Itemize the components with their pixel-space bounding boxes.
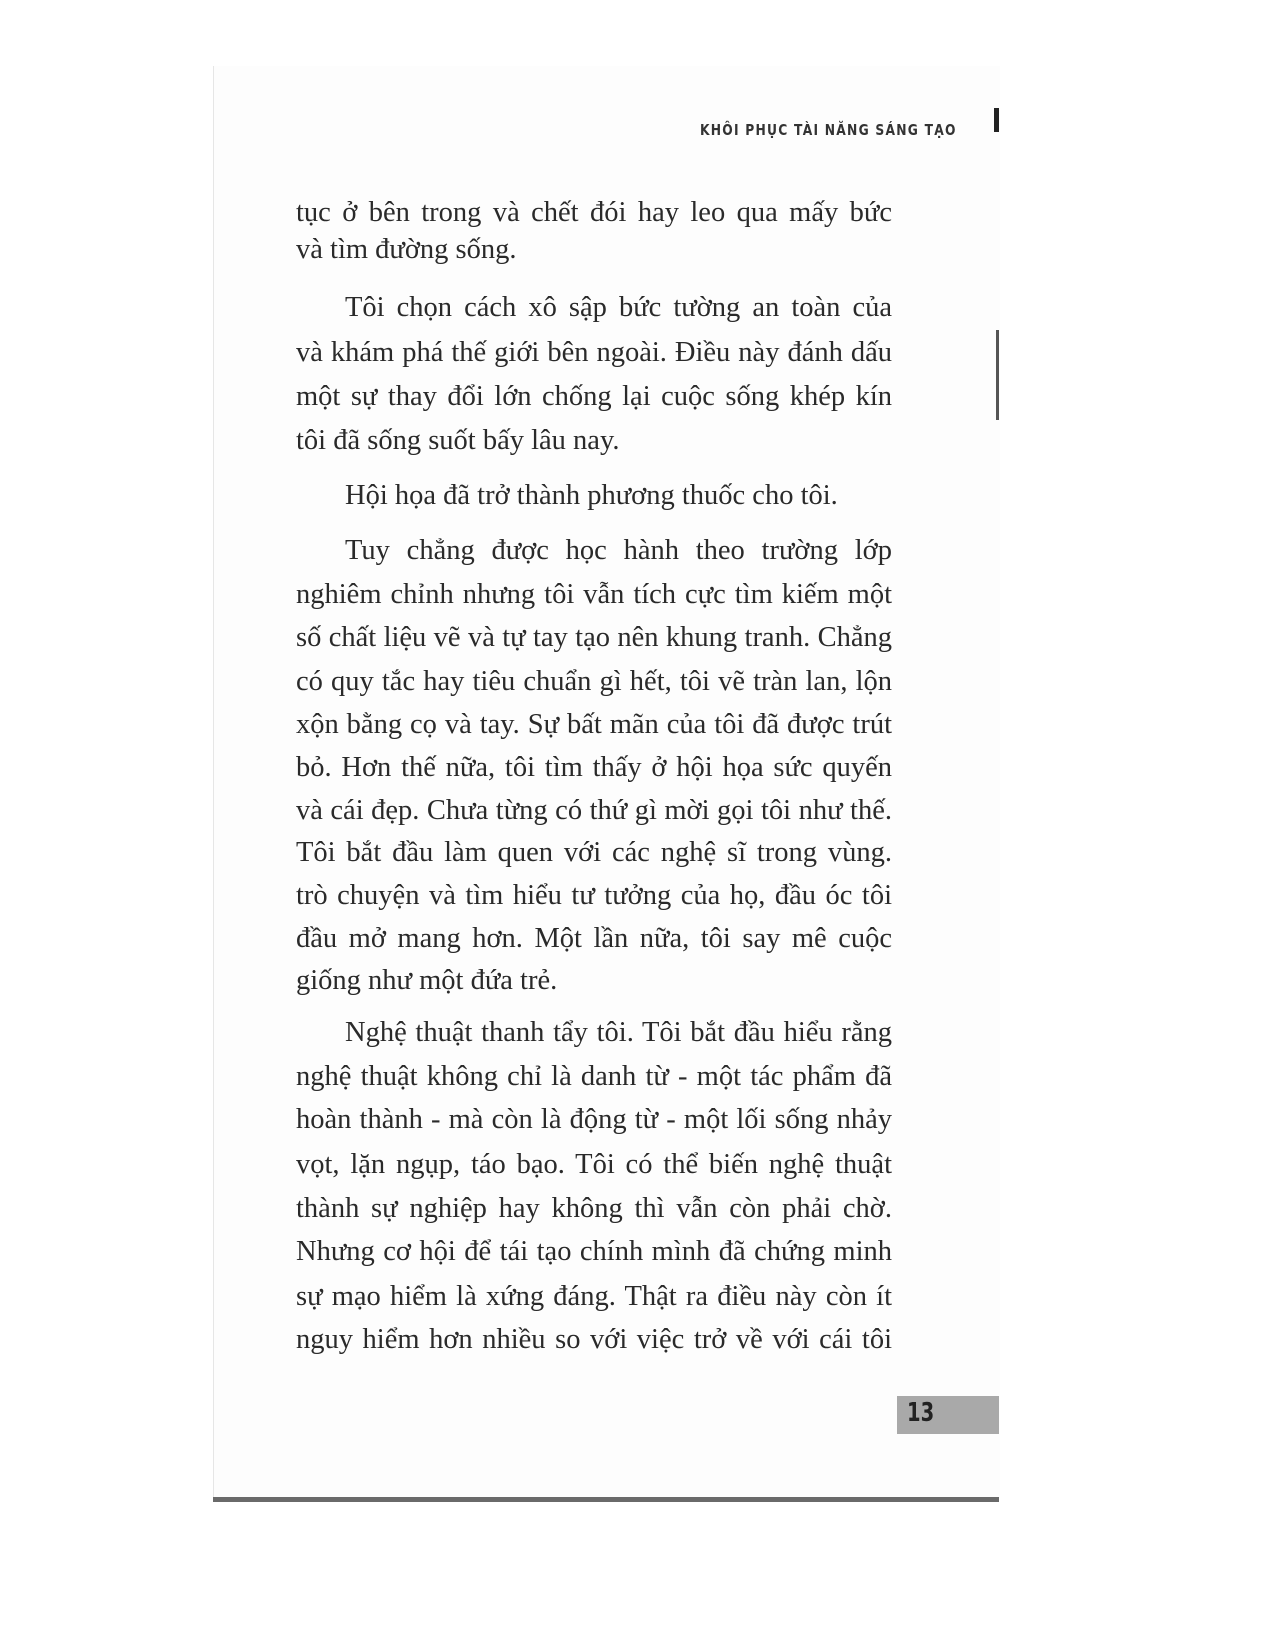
- text-line: và cái đẹp. Chưa từng có thứ gì mời gọi tôi như thế.: [296, 795, 892, 826]
- text-line: tôi đã sống suốt bấy lâu nay.: [296, 425, 620, 456]
- page-bottom-edge: [213, 1497, 999, 1502]
- text-line: Nghệ thuật thanh tẩy tôi. Tôi bắt đầu hiểu rằng: [345, 1017, 892, 1048]
- text-line: nguy hiểm hơn nhiều so với việc trở về với cái tôi: [296, 1324, 892, 1355]
- running-header: KHÔI PHỤC TÀI NĂNG SÁNG TẠO: [700, 121, 957, 139]
- text-line: vọt, lặn ngụp, táo bạo. Tôi có thể biến nghệ thuật: [296, 1149, 892, 1180]
- text-line: tục ở bên trong và chết đói hay leo qua mấy bức: [296, 197, 892, 228]
- text-line: đầu mở mang hơn. Một lần nữa, tôi say mê cuộc: [296, 923, 892, 954]
- text-line: thành sự nghiệp hay không thì vẫn còn phải chờ.: [296, 1193, 892, 1224]
- text-line: và khám phá thế giới bên ngoài. Điều này đánh dấu: [296, 337, 892, 368]
- text-line: sự mạo hiểm là xứng đáng. Thật ra điều này còn ít: [296, 1281, 892, 1312]
- page-number: 13: [907, 1398, 935, 1428]
- text-line: giống như một đứa trẻ.: [296, 965, 558, 996]
- text-line: bỏ. Hơn thế nữa, tôi tìm thấy ở hội họa sức quyến: [296, 752, 892, 783]
- text-line: hoàn thành - mà còn là động từ - một lối sống nhảy: [296, 1104, 892, 1135]
- text-line: một sự thay đổi lớn chống lại cuộc sống khép kín: [296, 381, 892, 412]
- text-line: nghiêm chỉnh nhưng tôi vẫn tích cực tìm kiếm một: [296, 579, 892, 610]
- text-line: và tìm đường sống.: [296, 234, 517, 265]
- text-line: có quy tắc hay tiêu chuẩn gì hết, tôi vẽ tràn lan, lộn: [296, 666, 892, 697]
- text-line: Tuy chẳng được học hành theo trường lớp: [345, 535, 892, 566]
- text-line: số chất liệu vẽ và tự tay tạo nên khung tranh. Chẳng: [296, 622, 892, 653]
- text-line: trò chuyện và tìm hiểu tư tưởng của họ, đầu óc tôi: [296, 880, 892, 911]
- text-line: Tôi chọn cách xô sập bức tường an toàn của: [345, 292, 892, 323]
- page-edge-shadow: [996, 330, 999, 420]
- text-line: Hội họa đã trở thành phương thuốc cho tôi.: [345, 480, 838, 511]
- text-line: Nhưng cơ hội để tái tạo chính mình đã chứng minh: [296, 1236, 892, 1267]
- text-line: Tôi bắt đầu làm quen với các nghệ sĩ trong vùng.: [296, 837, 892, 868]
- text-line: xộn bằng cọ và tay. Sự bất mãn của tôi đã được trút: [296, 709, 892, 740]
- text-line: nghệ thuật không chỉ là danh từ - một tác phẩm đã: [296, 1061, 892, 1092]
- page-number-tab: [897, 1396, 999, 1434]
- page-edge-mark: [994, 108, 999, 132]
